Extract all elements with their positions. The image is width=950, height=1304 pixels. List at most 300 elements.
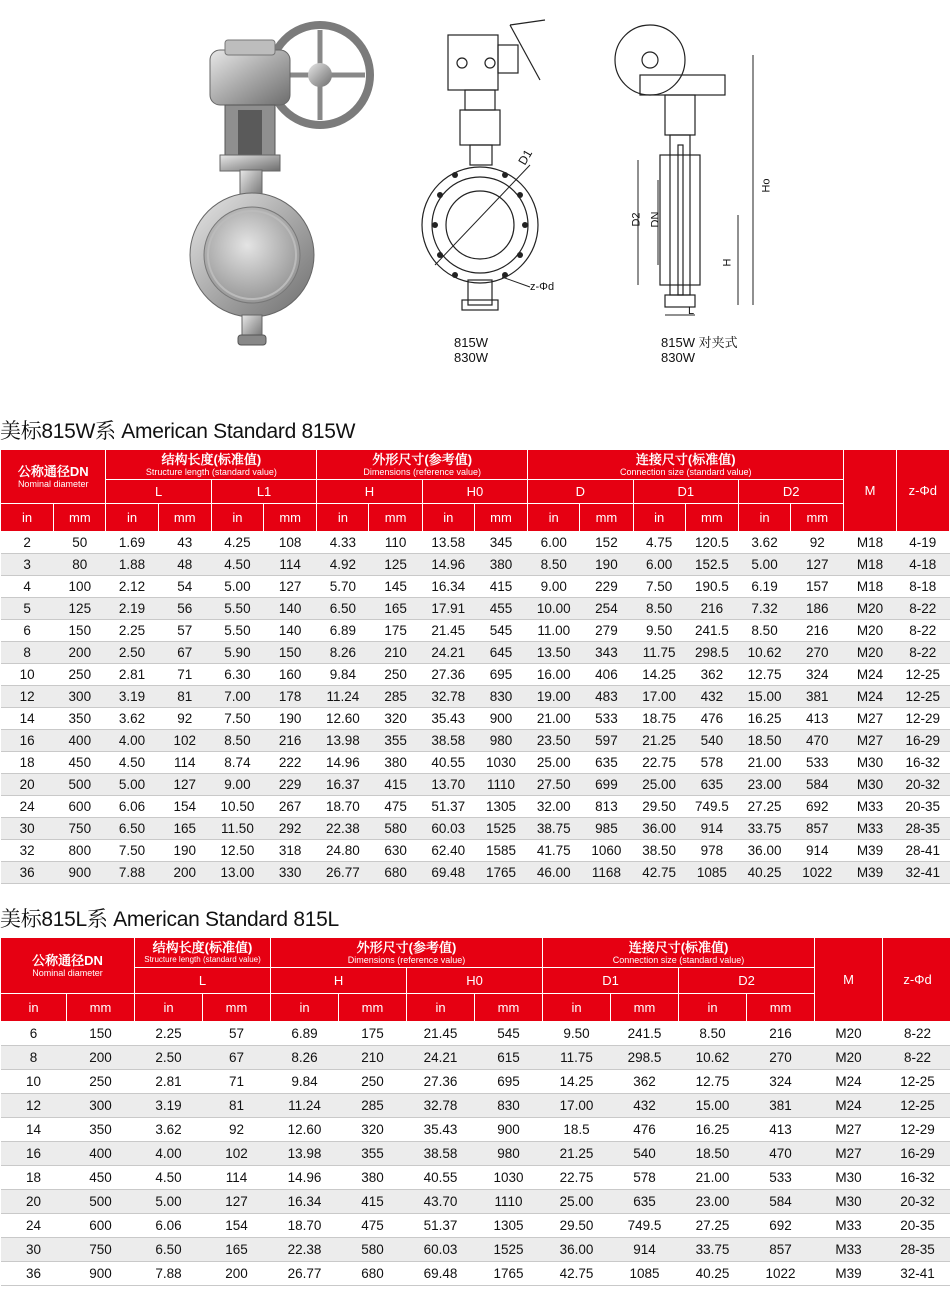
table-cell: 150 xyxy=(67,1022,135,1046)
table-cell: 216 xyxy=(791,620,844,642)
table-cell: 27.25 xyxy=(679,1214,747,1238)
table-cell: 900 xyxy=(475,1118,543,1142)
dim-label-l: L xyxy=(688,305,695,317)
table-cell: 14.96 xyxy=(422,554,474,576)
table-row xyxy=(1,642,950,664)
table-cell: 985 xyxy=(580,818,633,840)
table-cell: 36 xyxy=(1,1262,67,1286)
table-cell: 12 xyxy=(1,1094,67,1118)
table-cell: 10 xyxy=(1,664,54,686)
table-cell: 62.40 xyxy=(422,840,474,862)
table-cell: M27 xyxy=(815,1118,883,1142)
header-dims-en: Dimensions (reference value) xyxy=(347,954,466,965)
table-row xyxy=(1,708,950,730)
table-cell: 12-29 xyxy=(883,1118,950,1142)
table-cell: 1305 xyxy=(475,1214,543,1238)
side-view-drawing xyxy=(610,15,770,325)
table-cell: 6.00 xyxy=(633,554,685,576)
table-cell: 318 xyxy=(264,840,317,862)
table-cell: 40.55 xyxy=(407,1166,475,1190)
table-cell: 23.00 xyxy=(738,774,790,796)
table-cell: 67 xyxy=(158,642,211,664)
table-cell: 160 xyxy=(264,664,317,686)
table-cell: 476 xyxy=(611,1118,679,1142)
table-cell: 60.03 xyxy=(407,1238,475,1262)
table-cell: 190 xyxy=(264,708,317,730)
table-row xyxy=(1,598,950,620)
table-cell: 102 xyxy=(203,1142,271,1166)
table-cell: 692 xyxy=(747,1214,815,1238)
table-cell: 635 xyxy=(611,1190,679,1214)
table-cell: 32.00 xyxy=(528,796,580,818)
table-cell: 154 xyxy=(203,1214,271,1238)
table-cell: 9.00 xyxy=(528,576,580,598)
table-cell: 635 xyxy=(580,752,633,774)
unit-mm: mm xyxy=(685,504,738,532)
table-cell: 40.25 xyxy=(738,862,790,884)
table-cell: 127 xyxy=(264,576,317,598)
table-cell: M18 xyxy=(844,532,896,554)
table-cell: 1110 xyxy=(474,774,527,796)
table-cell: 57 xyxy=(158,620,211,642)
table-cell: 6.19 xyxy=(738,576,790,598)
table-cell: 267 xyxy=(264,796,317,818)
table-cell: 483 xyxy=(580,686,633,708)
table-cell: 635 xyxy=(685,774,738,796)
table-cell: 470 xyxy=(791,730,844,752)
table-cell: M39 xyxy=(844,862,896,884)
table-cell: 279 xyxy=(580,620,633,642)
table-cell: 2.12 xyxy=(106,576,158,598)
unit-mm: mm xyxy=(264,504,317,532)
table-row xyxy=(1,532,950,554)
table-cell: M39 xyxy=(844,840,896,862)
unit-in: in xyxy=(422,504,474,532)
table-cell: 22.75 xyxy=(543,1166,611,1190)
table-cell: 152.5 xyxy=(685,554,738,576)
table-cell: 1525 xyxy=(474,818,527,840)
table-row xyxy=(1,1190,950,1214)
table-cell: 9.84 xyxy=(271,1070,339,1094)
table-cell: 14.96 xyxy=(271,1166,339,1190)
table-cell: 22.38 xyxy=(317,818,369,840)
header-nominal-zh: 公称通径DN xyxy=(17,463,89,479)
table-cell: 270 xyxy=(747,1046,815,1070)
table-cell: 69.48 xyxy=(422,862,474,884)
unit-mm: mm xyxy=(475,994,543,1022)
table-cell: 5.90 xyxy=(211,642,263,664)
table-cell: 4.92 xyxy=(317,554,369,576)
table-cell: 190 xyxy=(580,554,633,576)
table-cell: 18.70 xyxy=(317,796,369,818)
unit-mm: mm xyxy=(474,504,527,532)
table-row xyxy=(1,620,950,642)
table-cell: 250 xyxy=(339,1070,407,1094)
table-cell: 178 xyxy=(264,686,317,708)
table-cell: 35.43 xyxy=(422,708,474,730)
table-cell: 4.50 xyxy=(135,1166,203,1190)
table-cell: 800 xyxy=(54,840,106,862)
table-cell: 92 xyxy=(158,708,211,730)
table-cell: 140 xyxy=(264,620,317,642)
table-cell: 1030 xyxy=(474,752,527,774)
table-cell: 750 xyxy=(54,818,106,840)
table-cell: 36.00 xyxy=(633,818,685,840)
table-cell: 5.00 xyxy=(106,774,158,796)
table-cell: 12 xyxy=(1,686,54,708)
table-cell: 51.37 xyxy=(422,796,474,818)
header-h: H xyxy=(271,968,407,994)
table-cell: 584 xyxy=(747,1190,815,1214)
unit-in: in xyxy=(271,994,339,1022)
table-cell: 20-35 xyxy=(896,796,949,818)
header-h0: H0 xyxy=(407,968,543,994)
header-struct-zh: 结构长度(标准值) xyxy=(161,451,262,467)
table-cell: 20-32 xyxy=(883,1190,950,1214)
table-cell: 13.00 xyxy=(211,862,263,884)
table-row xyxy=(1,1142,950,1166)
table-cell: 250 xyxy=(67,1070,135,1094)
unit-mm: mm xyxy=(339,994,407,1022)
table-cell: 1305 xyxy=(474,796,527,818)
table-cell: 5.50 xyxy=(211,598,263,620)
table-cell: 533 xyxy=(791,752,844,774)
table-cell: 32 xyxy=(1,840,54,862)
table-cell: 11.00 xyxy=(528,620,580,642)
table-cell: 500 xyxy=(54,774,106,796)
table-cell: M33 xyxy=(815,1214,883,1238)
table-cell: 285 xyxy=(339,1094,407,1118)
table-cell: 12.50 xyxy=(211,840,263,862)
table-cell: 857 xyxy=(791,818,844,840)
table-cell: 1765 xyxy=(475,1262,543,1286)
table-cell: 43 xyxy=(158,532,211,554)
spec-table-815w xyxy=(0,449,950,884)
table-cell: 23.50 xyxy=(528,730,580,752)
table-row xyxy=(1,1238,950,1262)
table-cell: 270 xyxy=(791,642,844,664)
table-cell: 6 xyxy=(1,1022,67,1046)
table-cell: 2.81 xyxy=(106,664,158,686)
header-connection-size xyxy=(543,938,815,968)
table-cell: 3.19 xyxy=(106,686,158,708)
table-cell: 362 xyxy=(611,1070,679,1094)
table-cell: 200 xyxy=(203,1262,271,1286)
unit-in: in xyxy=(211,504,263,532)
table-cell: 8.50 xyxy=(528,554,580,576)
table-cell: 154 xyxy=(158,796,211,818)
table-cell: 16.34 xyxy=(271,1190,339,1214)
table-cell: 900 xyxy=(474,708,527,730)
table-cell: 16 xyxy=(1,1142,67,1166)
table-cell: 2.50 xyxy=(135,1046,203,1070)
table-cell: 380 xyxy=(369,752,422,774)
figure-label-830w-wafer: 830W xyxy=(661,350,695,365)
table-row xyxy=(1,752,950,774)
table-cell: 584 xyxy=(791,774,844,796)
table-cell: 600 xyxy=(54,796,106,818)
table-cell: 57 xyxy=(203,1022,271,1046)
header-l1: L1 xyxy=(211,480,316,504)
table-cell: 4.50 xyxy=(211,554,263,576)
table-cell: 350 xyxy=(67,1118,135,1142)
table-row xyxy=(1,1094,950,1118)
table-cell: 13.58 xyxy=(422,532,474,554)
table-cell: 92 xyxy=(203,1118,271,1142)
table-cell: 343 xyxy=(580,642,633,664)
table-cell: 597 xyxy=(580,730,633,752)
table-cell: 24.80 xyxy=(317,840,369,862)
section-title-815l: 美标815L系 American Standard 815L xyxy=(0,908,339,931)
table-cell: 11.50 xyxy=(211,818,263,840)
table-cell: 38.58 xyxy=(407,1142,475,1166)
table-cell: 7.50 xyxy=(106,840,158,862)
table-row xyxy=(1,554,950,576)
table-cell: 10.62 xyxy=(738,642,790,664)
table-cell: 533 xyxy=(580,708,633,730)
table-cell: 108 xyxy=(264,532,317,554)
table-cell: 470 xyxy=(747,1142,815,1166)
table-cell: 813 xyxy=(580,796,633,818)
table-cell: 6.00 xyxy=(528,532,580,554)
table-cell: 600 xyxy=(67,1214,135,1238)
table-cell: 1022 xyxy=(791,862,844,884)
figure-label-815w-wafer: 815W 对夹式 xyxy=(661,335,738,350)
table-body-815w xyxy=(1,532,950,884)
table-cell: M20 xyxy=(844,598,896,620)
header-d2: D2 xyxy=(738,480,843,504)
unit-in: in xyxy=(135,994,203,1022)
header-h0: H0 xyxy=(422,480,527,504)
table-cell: 24.21 xyxy=(422,642,474,664)
table-cell: 15.00 xyxy=(679,1094,747,1118)
table-cell: 17.00 xyxy=(543,1094,611,1118)
table-cell: 12-25 xyxy=(883,1070,950,1094)
table-row xyxy=(1,686,950,708)
unit-mm: mm xyxy=(580,504,633,532)
table-cell: 9.00 xyxy=(211,774,263,796)
table-cell: 42.75 xyxy=(543,1262,611,1286)
table-cell: 200 xyxy=(67,1046,135,1070)
table-cell: 25.00 xyxy=(528,752,580,774)
header-l: L xyxy=(106,480,211,504)
table-cell: 32.78 xyxy=(407,1094,475,1118)
table-cell: 6 xyxy=(1,620,54,642)
table-cell: 29.50 xyxy=(633,796,685,818)
table-cell: 415 xyxy=(369,774,422,796)
unit-mm: mm xyxy=(611,994,679,1022)
table-cell: 25.00 xyxy=(543,1190,611,1214)
dim-label-dn: DN xyxy=(649,211,662,228)
table-cell: 692 xyxy=(791,796,844,818)
table-cell: 1030 xyxy=(475,1166,543,1190)
table-cell: 71 xyxy=(158,664,211,686)
table-cell: 533 xyxy=(747,1166,815,1190)
table-cell: 8 xyxy=(1,1046,67,1070)
table-cell: 1085 xyxy=(685,862,738,884)
table-cell: 16-29 xyxy=(883,1142,950,1166)
table-cell: 11.24 xyxy=(271,1094,339,1118)
table-cell: M33 xyxy=(815,1238,883,1262)
header-h: H xyxy=(317,480,422,504)
table-cell: 80 xyxy=(54,554,106,576)
header-zphid: z-Φd xyxy=(883,938,950,1022)
table-cell: 380 xyxy=(339,1166,407,1190)
table-cell: 18.50 xyxy=(738,730,790,752)
table-cell: 914 xyxy=(791,840,844,862)
table-cell: 7.50 xyxy=(211,708,263,730)
table-row xyxy=(1,664,950,686)
table-cell: 432 xyxy=(685,686,738,708)
spec-table-815l xyxy=(0,937,950,1286)
table-cell: M39 xyxy=(815,1262,883,1286)
table-cell: 400 xyxy=(54,730,106,752)
table-cell: 1.88 xyxy=(106,554,158,576)
table-cell: 1765 xyxy=(474,862,527,884)
table-cell: 32-41 xyxy=(896,862,949,884)
table-cell: 12-25 xyxy=(896,686,949,708)
table-cell: 114 xyxy=(264,554,317,576)
table-cell: 22.38 xyxy=(271,1238,339,1262)
table-cell: 114 xyxy=(203,1166,271,1190)
table-cell: 127 xyxy=(791,554,844,576)
header-nominal-en: Nominal diameter xyxy=(32,967,103,978)
header-zphid: z-Φd xyxy=(896,450,949,532)
table-row xyxy=(1,796,950,818)
unit-in: in xyxy=(543,994,611,1022)
table-cell: 35.43 xyxy=(407,1118,475,1142)
table-cell: 695 xyxy=(475,1070,543,1094)
header-nominal-diameter xyxy=(1,938,135,994)
table-cell: 190.5 xyxy=(685,576,738,598)
table-cell: 4.50 xyxy=(106,752,158,774)
table-cell: 20 xyxy=(1,774,54,796)
table-cell: 11.75 xyxy=(543,1046,611,1070)
unit-in: in xyxy=(738,504,790,532)
table-row xyxy=(1,1262,950,1286)
table-cell: M18 xyxy=(844,554,896,576)
table-cell: 12.60 xyxy=(271,1118,339,1142)
header-conn-zh: 连接尺寸(标准值) xyxy=(635,451,736,467)
table-cell: 578 xyxy=(611,1166,679,1190)
table-row xyxy=(1,862,950,884)
table-cell: 4-18 xyxy=(896,554,949,576)
table-cell: 22.75 xyxy=(633,752,685,774)
table-cell: 12-25 xyxy=(883,1094,950,1118)
table-cell: 680 xyxy=(369,862,422,884)
table-cell: 4.33 xyxy=(317,532,369,554)
table-row xyxy=(1,1214,950,1238)
table-cell: 540 xyxy=(685,730,738,752)
table-cell: 18 xyxy=(1,752,54,774)
table-cell: 3 xyxy=(1,554,54,576)
table-cell: 415 xyxy=(474,576,527,598)
table-cell: 18.75 xyxy=(633,708,685,730)
table-cell: 20-35 xyxy=(883,1214,950,1238)
table-cell: 830 xyxy=(475,1094,543,1118)
table-cell: 50 xyxy=(54,532,106,554)
table-cell: 21.25 xyxy=(543,1142,611,1166)
table-row xyxy=(1,840,950,862)
table-cell: 12-25 xyxy=(896,664,949,686)
table-cell: 165 xyxy=(158,818,211,840)
table-cell: M27 xyxy=(844,730,896,752)
table-cell: 8-22 xyxy=(896,598,949,620)
unit-in: in xyxy=(528,504,580,532)
table-cell: 16-32 xyxy=(883,1166,950,1190)
table-cell: 13.50 xyxy=(528,642,580,664)
table-cell: 145 xyxy=(369,576,422,598)
table-cell: 114 xyxy=(158,752,211,774)
header-dims-zh: 外形尺寸(参考值) xyxy=(372,451,473,467)
table-cell: 140 xyxy=(264,598,317,620)
table-cell: 415 xyxy=(339,1190,407,1214)
table-row xyxy=(1,1166,950,1190)
table-cell: 980 xyxy=(475,1142,543,1166)
table-cell: 7.32 xyxy=(738,598,790,620)
table-row xyxy=(1,818,950,840)
table-cell: 18.70 xyxy=(271,1214,339,1238)
table-cell: 8.50 xyxy=(633,598,685,620)
table-cell: 21.00 xyxy=(679,1166,747,1190)
table-row xyxy=(1,774,950,796)
table-cell: 81 xyxy=(158,686,211,708)
table-cell: 6.50 xyxy=(135,1238,203,1262)
header-l: L xyxy=(135,968,271,994)
header-conn-en: Connection size (standard value) xyxy=(612,954,745,965)
header-m: M xyxy=(844,450,896,532)
table-cell: 33.75 xyxy=(679,1238,747,1262)
butterfly-valve-photo xyxy=(180,10,390,360)
table-cell: 8.74 xyxy=(211,752,263,774)
unit-in: in xyxy=(106,504,158,532)
table-cell: 32.78 xyxy=(422,686,474,708)
table-cell: M20 xyxy=(844,642,896,664)
table-cell: 15.00 xyxy=(738,686,790,708)
table-cell: 540 xyxy=(611,1142,679,1166)
table-cell: 12-29 xyxy=(896,708,949,730)
table-cell: 13.98 xyxy=(271,1142,339,1166)
table-cell: 38.50 xyxy=(633,840,685,862)
table-cell: 21.45 xyxy=(422,620,474,642)
table-cell: 150 xyxy=(54,620,106,642)
header-connection-size xyxy=(528,450,844,480)
table-cell: 3.19 xyxy=(135,1094,203,1118)
header-dimensions xyxy=(317,450,528,480)
header-conn-zh: 连接尺寸(标准值) xyxy=(628,939,729,955)
unit-row xyxy=(1,504,950,532)
table-cell: 38.75 xyxy=(528,818,580,840)
table-cell: 25.00 xyxy=(633,774,685,796)
unit-mm: mm xyxy=(67,994,135,1022)
table-cell: 27.36 xyxy=(422,664,474,686)
table-cell: 7.00 xyxy=(211,686,263,708)
table-cell: 241.5 xyxy=(685,620,738,642)
table-cell: 16-32 xyxy=(896,752,949,774)
table-cell: 8-22 xyxy=(883,1046,950,1070)
table-cell: 23.00 xyxy=(679,1190,747,1214)
table-cell: 5.70 xyxy=(317,576,369,598)
table-cell: 615 xyxy=(475,1046,543,1070)
table-cell: 330 xyxy=(264,862,317,884)
table-cell: 14.25 xyxy=(633,664,685,686)
table-cell: 320 xyxy=(339,1118,407,1142)
table-cell: 300 xyxy=(67,1094,135,1118)
table-cell: 41.75 xyxy=(528,840,580,862)
table-cell: 100 xyxy=(54,576,106,598)
table-cell: 19.00 xyxy=(528,686,580,708)
table-cell: 362 xyxy=(685,664,738,686)
